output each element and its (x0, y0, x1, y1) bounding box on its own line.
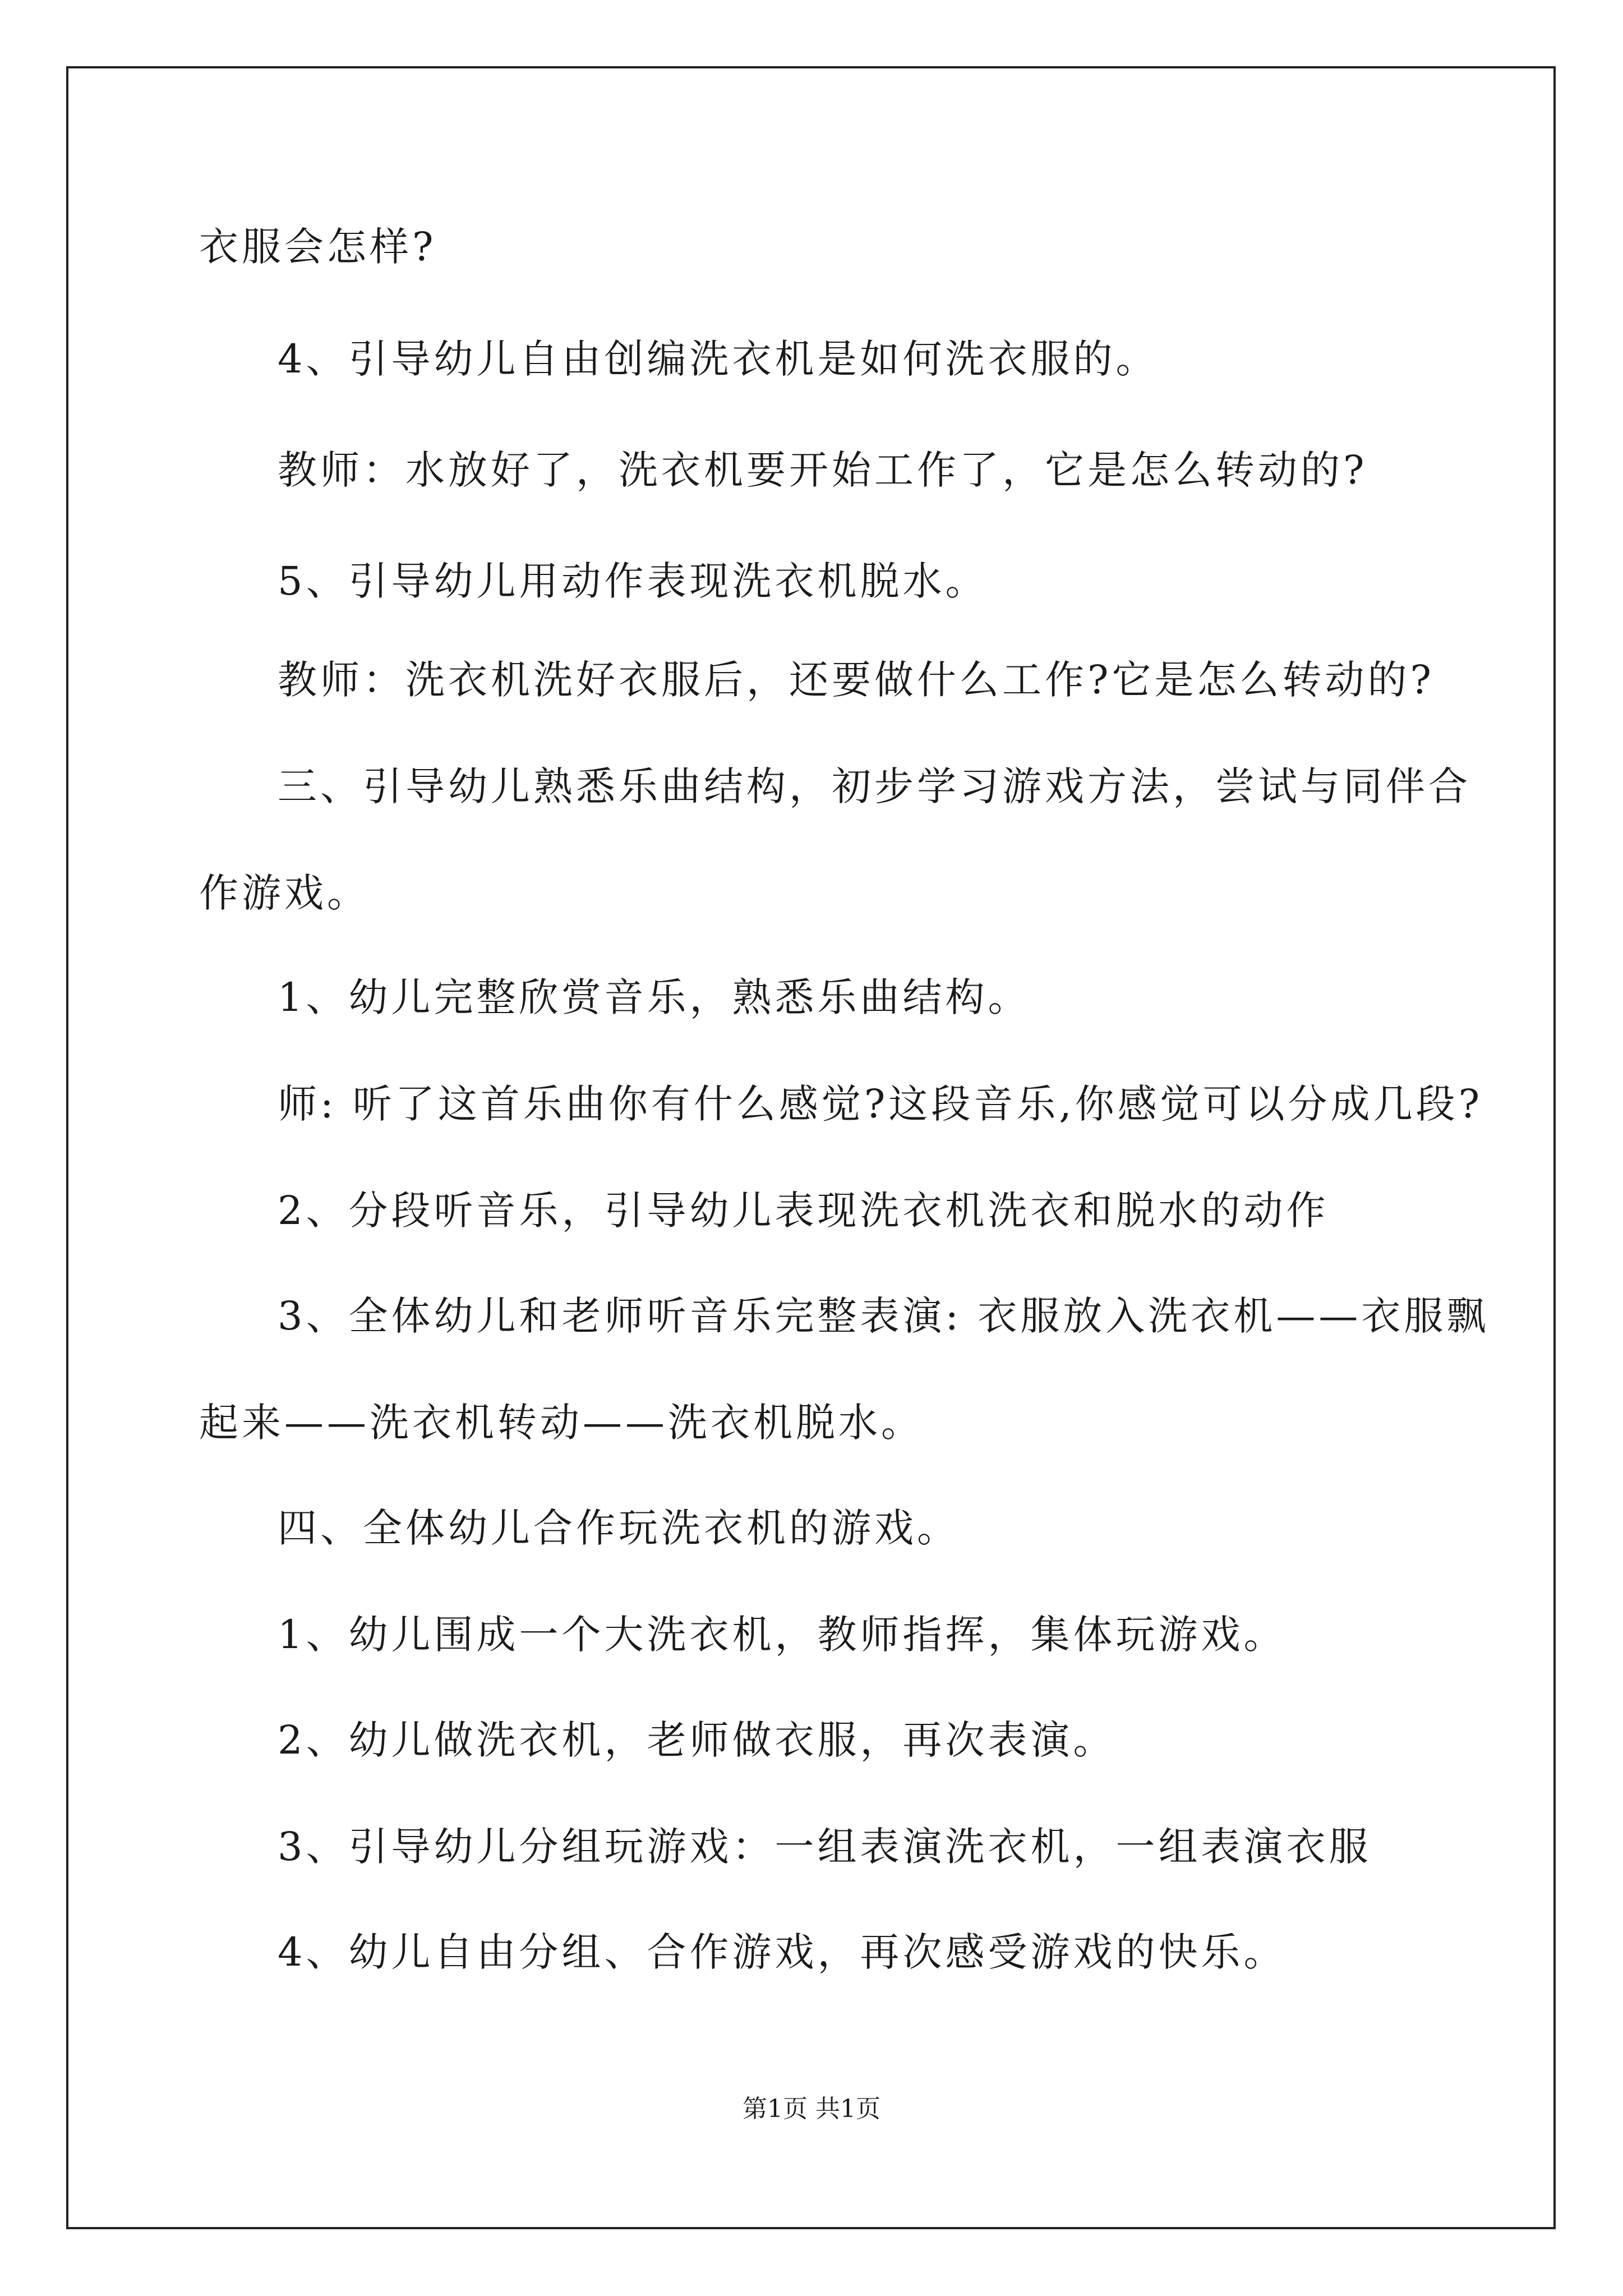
text-line-16: 3、引导幼儿分组玩游戏：一组表演洗衣机，一组表演衣服 (278, 1824, 1372, 1870)
text-line-10: 2、分段听音乐，引导幼儿表现洗衣机洗衣和脱水的动作 (278, 1188, 1329, 1234)
text-line-13: 四、全体幼儿合作玩洗衣机的游戏。 (278, 1505, 960, 1551)
text-line-12: 起来——洗衣机转动——洗衣机脱水。 (199, 1400, 924, 1446)
text-line-7: 作游戏。 (199, 870, 370, 916)
text-line-8: 1、幼儿完整欣赏音乐，熟悉乐曲结构。 (278, 974, 1031, 1020)
text-line-17: 4、幼儿自由分组、合作游戏，再次感受游戏的快乐。 (278, 1929, 1287, 1975)
text-line-1: 衣服会怎样? (199, 224, 437, 270)
text-line-6: 三、引导幼儿熟悉乐曲结构，初步学习游戏方法，尝试与同伴合 (278, 763, 1471, 809)
text-line-4: 5、引导幼儿用动作表现洗衣机脱水。 (278, 558, 988, 604)
text-line-15: 2、幼儿做洗衣机，老师做衣服，再次表演。 (278, 1717, 1116, 1763)
text-line-9: 师: 听了这首乐曲你有什么感觉?这段音乐,你感觉可以分成几段? (278, 1081, 1483, 1127)
page-footer: 第1页 共1页 (743, 2095, 880, 2123)
text-line-3: 教师：水放好了，洗衣机要开始工作了，它是怎么转动的? (278, 447, 1368, 493)
page-border (66, 66, 1556, 2229)
text-line-14: 1、幼儿围成一个大洗衣机，教师指挥，集体玩游戏。 (278, 1612, 1287, 1658)
text-line-11: 3、全体幼儿和老师听音乐完整表演: 衣服放入洗衣机——衣服飘 (278, 1293, 1490, 1339)
text-line-5: 教师：洗衣机洗好衣服后，还要做什么工作?它是怎么转动的? (278, 657, 1435, 703)
text-line-2: 4、引导幼儿自由创编洗衣机是如何洗衣服的。 (278, 336, 1159, 382)
